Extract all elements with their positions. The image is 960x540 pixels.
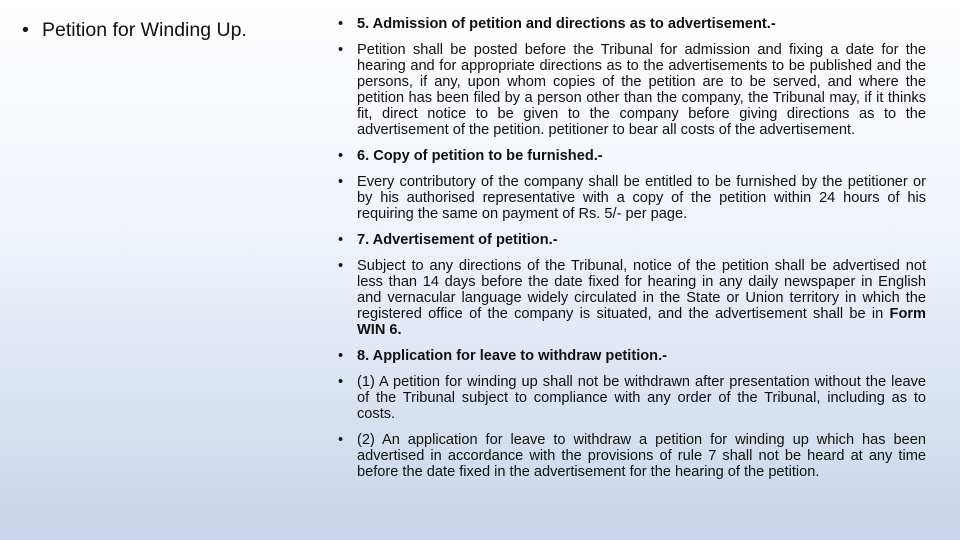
rule-6-body: • Every contributory of the company shall be entitled to be furnished by the petitioner or by his authorised representative with a copy of the petition within 24 hours of his requiring the same on payment of Rs. 5/- per page. bbox=[338, 174, 926, 222]
rule-7-heading: • 7. Advertisement of petition.- bbox=[338, 232, 558, 248]
bullet: • bbox=[338, 148, 344, 164]
rule-7-body bbox=[338, 258, 926, 338]
bullet: • bbox=[338, 42, 344, 58]
bullet: • bbox=[338, 174, 344, 190]
left-column bbox=[22, 16, 312, 44]
bullet: • bbox=[338, 232, 344, 248]
rules-list bbox=[338, 16, 926, 490]
bullet: • bbox=[338, 348, 344, 364]
rule-8-1-body: • (1) A petition for winding up shall not be withdrawn after presentation without the leave of the Tribunal subject to compliance with any order of the Tribunal, including as to costs. bbox=[338, 374, 926, 422]
bullet: • bbox=[22, 19, 29, 41]
bullet: • bbox=[338, 432, 344, 448]
rule-8-heading: • 8. Application for leave to withdraw petition.- bbox=[338, 348, 668, 364]
bullet: • bbox=[338, 258, 344, 274]
rule-8-2-body: • (2) An application for leave to withdraw a petition for winding up which has been advertised in accordance with the provisions of rule 7 shall not be heard at any time before the date fixed in the advertisement for the hearing of the petition. bbox=[338, 432, 926, 480]
rule-6-heading: • 6. Copy of petition to be furnished.- bbox=[338, 148, 603, 164]
bullet: • bbox=[338, 374, 344, 390]
rule-5-heading: • 5. Admission of petition and directions as to advertisement.- bbox=[338, 16, 776, 32]
bullet: • bbox=[338, 16, 344, 32]
form-reference: Form WIN 6. bbox=[357, 306, 927, 338]
rule-7-body-text: Subject to any directions of the Tribunal, notice of the petition shall be advertised not less than 14 days before the date fixed for hearing in any daily newspaper in English and vernacular language widely circulated in the State or Union territory in which the registered office of the company is situated, and the advertisement shall be in Form WIN 6. bbox=[357, 258, 927, 338]
slide-title: Petition for Winding Up. bbox=[42, 19, 247, 41]
rule-5-body: • Petition shall be posted before the Tribunal for admission and fixing a date for the hearing and for appropriate directions as to the advertisements to be published and the persons, if any, upon whom copies of the petition are to be served, and where the petition has been filed by a person other than the company, the Tribunal may, if it thinks fit, direct notice to be given to the company before giving directions as to the advertisement of the petition. petitioner to bear all costs of the advertisement. bbox=[338, 42, 926, 138]
